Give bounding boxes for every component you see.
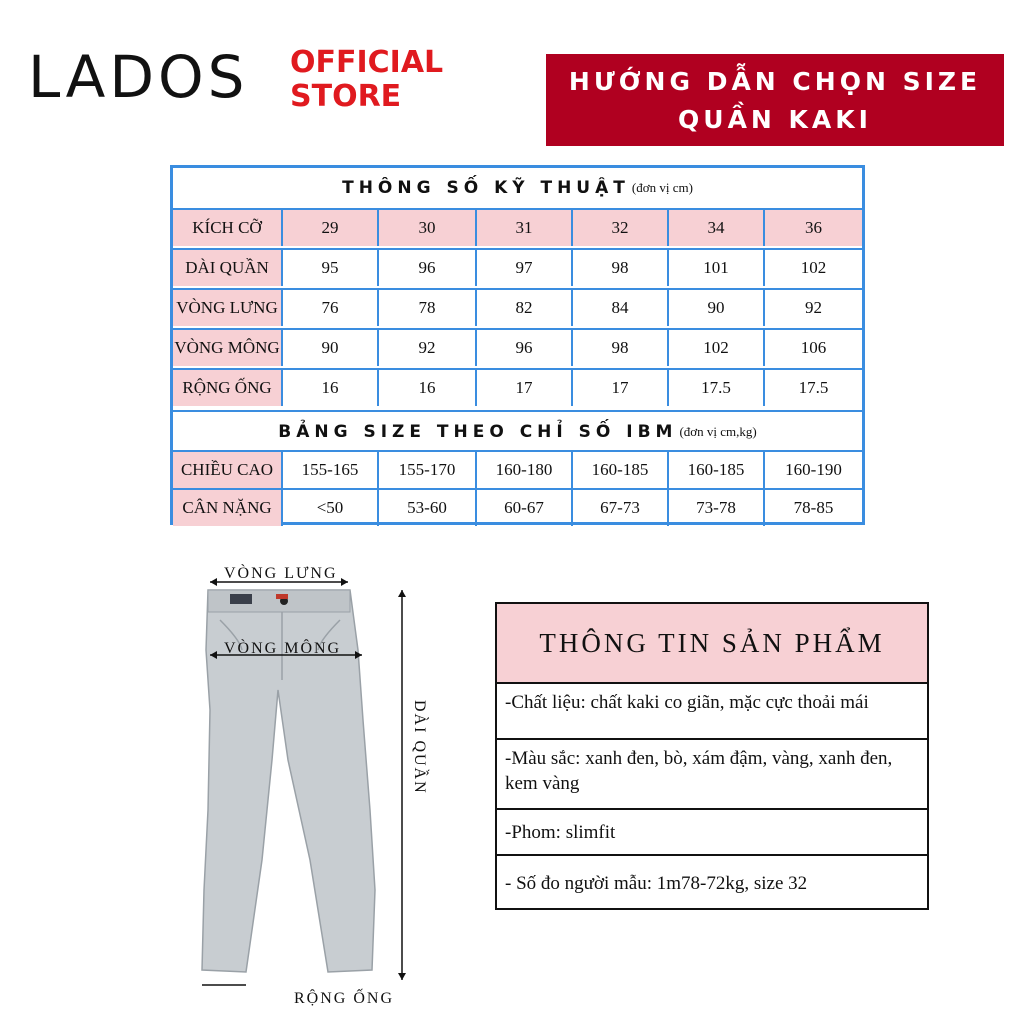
specs-cell: 90 [281, 330, 377, 366]
guide-line2: QUẦN KAKI [678, 105, 872, 134]
official-line2: STORE [290, 79, 402, 114]
spec-unit: (đơn vị cm) [631, 180, 693, 195]
specs-cell: 97 [475, 250, 571, 286]
specs-cell: 92 [377, 330, 475, 366]
specs-cell: 98 [571, 330, 667, 366]
specs-cell: 17 [571, 370, 667, 406]
specs-row-label: RỘNG ỐNG [173, 370, 281, 406]
specs-cell: 102 [667, 330, 763, 366]
bmi-cell: 160-185 [667, 452, 763, 488]
hem-label: RỘNG ỐNG [294, 990, 394, 1007]
info-item-fit: -Phom: slimfit [497, 810, 927, 856]
bmi-unit: (đơn vị cm,kg) [679, 424, 757, 439]
guide-line1: HƯỚNG DẪN CHỌN SIZE [568, 67, 982, 96]
bmi-cell: 160-190 [763, 452, 862, 488]
bmi-cell: 160-180 [475, 452, 571, 488]
specs-cell: 82 [475, 290, 571, 326]
specs-cell: 78 [377, 290, 475, 326]
bmi-cell: 78-85 [763, 490, 862, 526]
specs-cell: 95 [281, 250, 377, 286]
specs-cell: 101 [667, 250, 763, 286]
bmi-header [173, 412, 862, 452]
bmi-cell: 155-165 [281, 452, 377, 488]
specs-cell: 30 [377, 210, 475, 246]
specs-cell: 34 [667, 210, 763, 246]
specs-cell: 98 [571, 250, 667, 286]
specs-cell: 96 [475, 330, 571, 366]
bmi-cell: 53-60 [377, 490, 475, 526]
specs-row-label: DÀI QUẦN [173, 250, 281, 286]
product-info-box [495, 602, 929, 910]
hip-label: VÒNG MÔNG [224, 640, 342, 657]
bmi-cell: 155-170 [377, 452, 475, 488]
pants-illustration [180, 560, 440, 1015]
brand-logo: LADOS [28, 43, 249, 111]
specs-row-label: VÒNG LƯNG [173, 290, 281, 326]
bmi-row-label: CHIỀU CAO [173, 452, 281, 488]
specs-cell: 84 [571, 290, 667, 326]
bmi-cell: 73-78 [667, 490, 763, 526]
bmi-cell: 67-73 [571, 490, 667, 526]
bmi-cell: 160-185 [571, 452, 667, 488]
specs-cell: 16 [377, 370, 475, 406]
size-guide-banner [546, 54, 1004, 146]
specs-cell: 29 [281, 210, 377, 246]
official-store-label [290, 46, 443, 114]
bmi-cell: <50 [281, 490, 377, 526]
specs-cell: 17 [475, 370, 571, 406]
waist-label: VÒNG LƯNG [224, 565, 338, 582]
specs-cell: 102 [763, 250, 862, 286]
length-label: DÀI QUẦN [411, 700, 428, 795]
product-info-title: THÔNG TIN SẢN PHẨM [497, 604, 927, 684]
size-table [170, 165, 865, 525]
specs-cell: 90 [667, 290, 763, 326]
specs-cell: 92 [763, 290, 862, 326]
specs-cell: 96 [377, 250, 475, 286]
specs-cell: 31 [475, 210, 571, 246]
pants-diagram [180, 560, 440, 1015]
bmi-cell: 60-67 [475, 490, 571, 526]
specs-cell: 17.5 [763, 370, 862, 406]
specs-cell: 106 [763, 330, 862, 366]
spec-title: THÔNG SỐ KỸ THUẬT [342, 178, 630, 198]
specs-cell: 36 [763, 210, 862, 246]
specs-cell: 76 [281, 290, 377, 326]
specs-cell: 17.5 [667, 370, 763, 406]
specs-cell: 16 [281, 370, 377, 406]
specs-cell: 32 [571, 210, 667, 246]
official-line1: OFFICIAL [290, 45, 444, 80]
spec-header [173, 168, 862, 208]
info-item-material: -Chất liệu: chất kaki co giãn, mặc cực thoải mái [497, 684, 927, 740]
specs-row-label: VÒNG MÔNG [173, 330, 281, 366]
bmi-row-label: CÂN NẶNG [173, 490, 281, 526]
bmi-title: BẢNG SIZE THEO CHỈ SỐ IBM [278, 422, 678, 442]
info-item-colors: -Màu sắc: xanh đen, bò, xám đậm, vàng, xanh đen, kem vàng [497, 740, 927, 810]
info-item-model: - Số đo người mẫu: 1m78-72kg, size 32 [505, 872, 808, 894]
specs-row-label: KÍCH CỠ [173, 210, 281, 246]
